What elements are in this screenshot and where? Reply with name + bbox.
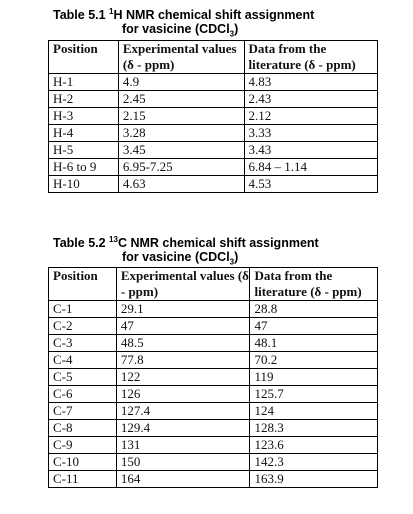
h-nmr-table-body [49,74,378,193]
position-cell: C-9 [49,437,117,454]
position-cell: H-2 [49,91,119,108]
table-row [49,403,378,420]
experimental-value-cell: 126 [116,386,250,403]
position-cell: H-4 [49,125,119,142]
experimental-value-cell: 2.15 [118,108,244,125]
experimental-value-cell: 4.63 [118,176,244,193]
table-row [49,437,378,454]
table-5-1-caption [53,6,315,39]
literature-value-cell: 70.2 [250,352,378,369]
experimental-value-cell: 122 [116,369,250,386]
caption-close: ) [234,22,239,36]
position-cell: C-4 [49,352,117,369]
literature-value-cell: 123.6 [250,437,378,454]
literature-value-cell: 128.3 [250,420,378,437]
position-cell: C-5 [49,369,117,386]
literature-value-cell: 2.12 [244,108,377,125]
table-row [49,301,378,318]
caption-line-2 [53,250,319,267]
experimental-value-cell: 150 [116,454,250,471]
table-row [49,74,378,91]
literature-value-cell: 142.3 [250,454,378,471]
literature-value-cell: 28.8 [250,301,378,318]
caption-solvent: for vasicine (CDCl [122,22,230,36]
header-literature: Data from the literature (δ - ppm) [250,268,378,301]
position-cell: C-1 [49,301,117,318]
experimental-value-cell: 127.4 [116,403,250,420]
position-cell: C-10 [49,454,117,471]
position-cell: H-5 [49,142,119,159]
table-row [49,108,378,125]
position-cell: C-7 [49,403,117,420]
h-nmr-table [48,40,378,193]
header-experimental: Experimental values (δ - ppm) [116,268,250,301]
experimental-value-cell: 2.45 [118,91,244,108]
literature-value-cell: 119 [250,369,378,386]
header-experimental: Experimental values (δ - ppm) [118,41,244,74]
table-row [49,369,378,386]
experimental-value-cell: 48.5 [116,335,250,352]
table-row [49,420,378,437]
table-row [49,318,378,335]
table-row [49,142,378,159]
literature-value-cell: 48.1 [250,335,378,352]
position-cell: H-6 to 9 [49,159,119,176]
literature-value-cell: 6.84 – 1.14 [244,159,377,176]
experimental-value-cell: 3.45 [118,142,244,159]
literature-value-cell: 4.83 [244,74,377,91]
literature-value-cell: 4.53 [244,176,377,193]
table-row [49,159,378,176]
experimental-value-cell: 3.28 [118,125,244,142]
table-row [49,125,378,142]
table-row [49,91,378,108]
header-position: Position [49,268,117,301]
experimental-value-cell: 29.1 [116,301,250,318]
isotope-superscript: 13 [109,234,118,244]
table-row [49,471,378,488]
caption-title: C NMR chemical shift assignment [117,236,319,250]
position-cell: C-2 [49,318,117,335]
experimental-value-cell: 129.4 [116,420,250,437]
caption-close: ) [234,250,239,264]
position-cell: H-3 [49,108,119,125]
position-cell: H-10 [49,176,119,193]
c-nmr-table-body [49,301,378,488]
position-cell: C-6 [49,386,117,403]
position-cell: C-11 [49,471,117,488]
header-literature: Data from the literature (δ - ppm) [244,41,377,74]
table-row [49,386,378,403]
experimental-value-cell: 6.95-7.25 [118,159,244,176]
solvent-subscript: 3 [229,257,235,267]
table-row [49,352,378,369]
experimental-value-cell: 131 [116,437,250,454]
experimental-value-cell: 47 [116,318,250,335]
experimental-value-cell: 164 [116,471,250,488]
table-5-2-caption [53,234,319,267]
table-row [49,335,378,352]
header-position: Position [49,41,119,74]
experimental-value-cell: 4.9 [118,74,244,91]
caption-title: H NMR chemical shift assignment [113,8,315,22]
literature-value-cell: 3.43 [244,142,377,159]
caption-prefix: Table 5.2 [53,236,110,250]
literature-value-cell: 163.9 [250,471,378,488]
caption-line-2 [53,22,314,39]
position-cell: C-8 [49,420,117,437]
header-row [49,268,378,301]
position-cell: H-1 [49,74,119,91]
table-row [49,176,378,193]
isotope-superscript: 1 [109,6,114,16]
literature-value-cell: 2.43 [244,91,377,108]
c-nmr-table [48,267,378,488]
header-row [49,41,378,74]
caption-prefix: Table 5.1 [53,8,110,22]
literature-value-cell: 3.33 [244,125,377,142]
caption-solvent: for vasicine (CDCl [122,250,230,264]
literature-value-cell: 124 [250,403,378,420]
table-row [49,454,378,471]
literature-value-cell: 47 [250,318,378,335]
literature-value-cell: 125.7 [250,386,378,403]
position-cell: C-3 [49,335,117,352]
solvent-subscript: 3 [229,29,235,39]
experimental-value-cell: 77.8 [116,352,250,369]
